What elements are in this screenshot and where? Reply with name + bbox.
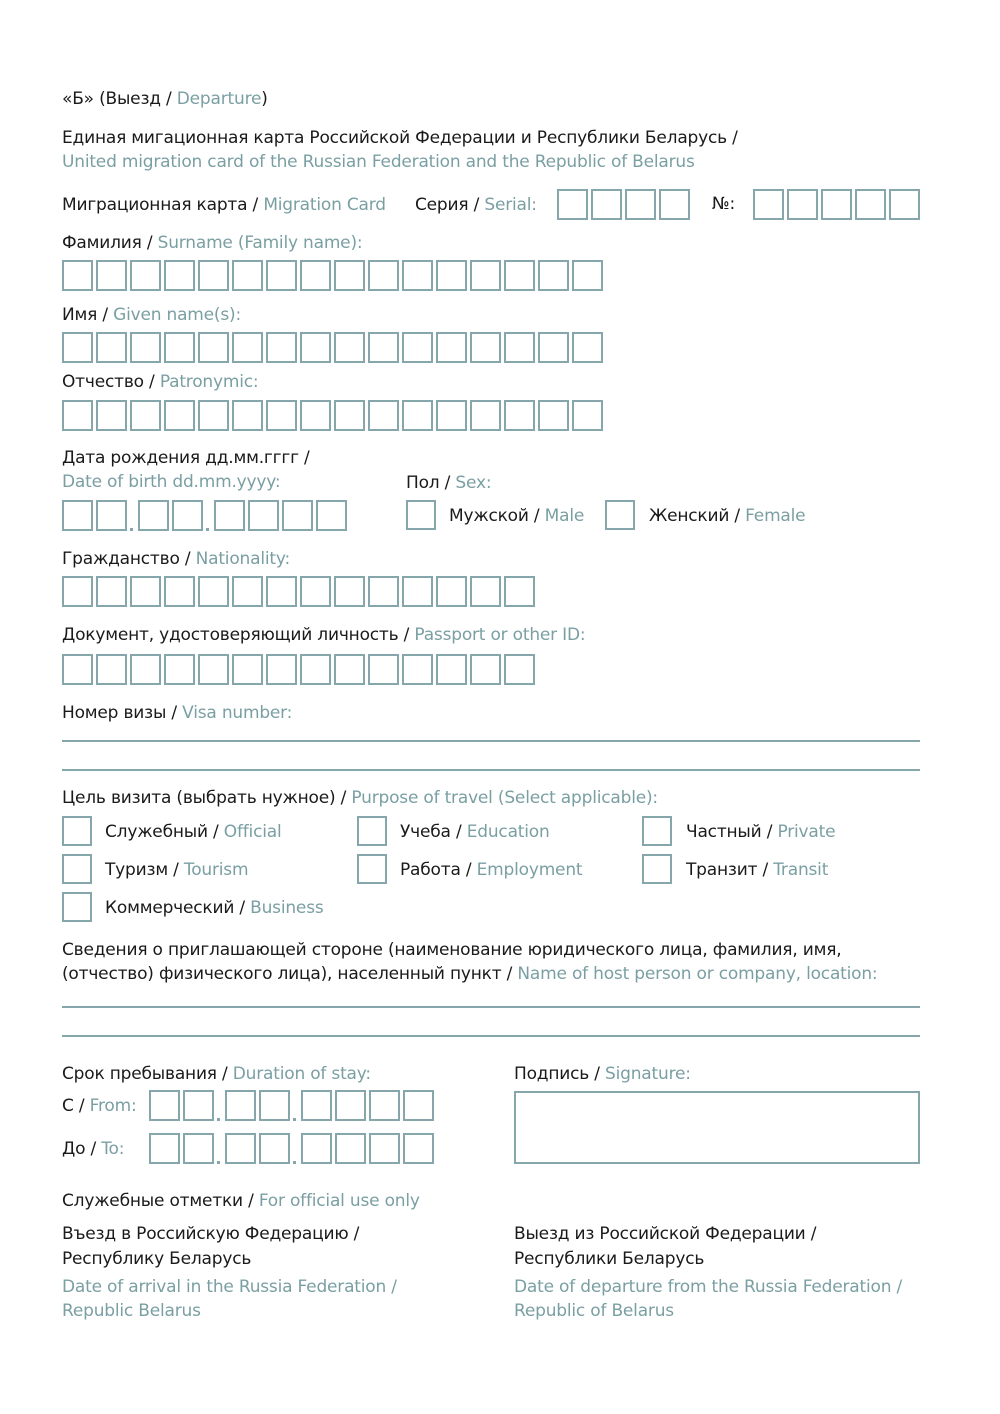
passport-box[interactable] <box>334 654 365 685</box>
label-en: Nationality: <box>195 549 290 569</box>
patronymic-box[interactable] <box>572 400 603 431</box>
sex-male-label <box>449 504 584 528</box>
label-en: Given name(s): <box>113 305 241 325</box>
label-ru: Туризм / <box>105 860 179 880</box>
purpose-label <box>62 786 658 810</box>
label-en: Migration Card <box>263 195 386 215</box>
passport-box[interactable] <box>96 654 127 685</box>
patronymic-box[interactable] <box>368 400 399 431</box>
patronymic-box[interactable] <box>130 400 161 431</box>
label-ru: Женский / <box>649 506 740 526</box>
passport-box[interactable] <box>62 654 93 685</box>
purpose-business-label <box>105 896 324 920</box>
label-en: Passport or other ID: <box>414 625 586 645</box>
date-separator <box>216 1133 222 1164</box>
patronymic-box[interactable] <box>164 400 195 431</box>
surname-box[interactable] <box>368 260 399 291</box>
label-ru: Имя / <box>62 305 108 325</box>
stay-to-box[interactable] <box>301 1133 332 1164</box>
label-ru: Цель визита (выбрать нужное) / <box>62 788 347 808</box>
label-en: Private <box>777 822 836 842</box>
label-en: Purpose of travel (Select applicable): <box>351 788 658 808</box>
nationality-label <box>62 547 290 571</box>
stay-to-box[interactable] <box>225 1133 256 1164</box>
departure-en-1: Date of departure from the Russia Federation / <box>514 1277 903 1297</box>
surname-box[interactable] <box>504 260 535 291</box>
dob-month-box[interactable] <box>172 500 203 531</box>
date-separator <box>205 500 211 531</box>
patronymic-label <box>62 370 258 394</box>
passport-box[interactable] <box>266 654 297 685</box>
host-label-line2 <box>62 962 877 986</box>
passport-input[interactable] <box>62 654 538 685</box>
nationality-box[interactable] <box>436 576 467 607</box>
patronymic-box[interactable] <box>300 400 331 431</box>
surname-box[interactable] <box>436 260 467 291</box>
given-name-label <box>62 303 241 327</box>
date-separator <box>129 500 135 531</box>
label-ru: Срок пребывания / <box>62 1064 228 1084</box>
purpose-transit-checkbox[interactable] <box>642 854 672 884</box>
nationality-input[interactable] <box>62 576 538 607</box>
stay-from-box[interactable] <box>183 1090 214 1121</box>
purpose-education-label <box>400 820 550 844</box>
number-label: №: <box>712 194 736 214</box>
migration-card-label <box>62 193 386 217</box>
label-ru: Работа / <box>400 860 472 880</box>
label-ru: С / <box>62 1096 85 1116</box>
label-en: To: <box>101 1139 125 1159</box>
label-ru: Мужской / <box>449 506 540 526</box>
dob-day-box[interactable] <box>96 500 127 531</box>
dob-year-box[interactable] <box>282 500 313 531</box>
number-input[interactable] <box>753 189 923 220</box>
card-variant <box>62 87 268 111</box>
given-name-box[interactable] <box>164 332 195 363</box>
patronymic-box[interactable] <box>436 400 467 431</box>
title-ru: Единая мигационная карта Российской Федерации и Республики Беларусь / <box>62 128 738 148</box>
surname-input[interactable] <box>62 260 606 291</box>
variant-prefix: «Б» (Выезд / <box>62 89 177 109</box>
surname-box[interactable] <box>402 260 433 291</box>
label-en: Signature: <box>605 1064 691 1084</box>
number-box[interactable] <box>889 189 920 220</box>
host-input-line-2[interactable] <box>62 1035 920 1037</box>
patronymic-box[interactable] <box>232 400 263 431</box>
label-en: Transit <box>773 860 829 880</box>
passport-box[interactable] <box>232 654 263 685</box>
number-box[interactable] <box>787 189 818 220</box>
label-ru: Фамилия / <box>62 233 153 253</box>
given-name-input[interactable] <box>62 332 606 363</box>
purpose-education-checkbox[interactable] <box>357 816 387 846</box>
given-name-box[interactable] <box>232 332 263 363</box>
host-input-line-1[interactable] <box>62 1006 920 1008</box>
label-en: Male <box>544 506 585 526</box>
given-name-box[interactable] <box>334 332 365 363</box>
passport-box[interactable] <box>164 654 195 685</box>
given-name-box[interactable] <box>198 332 229 363</box>
passport-box[interactable] <box>198 654 229 685</box>
given-name-box[interactable] <box>96 332 127 363</box>
patronymic-box[interactable] <box>470 400 501 431</box>
nationality-box[interactable] <box>504 576 535 607</box>
given-name-box[interactable] <box>300 332 331 363</box>
dob-year-box[interactable] <box>214 500 245 531</box>
passport-label <box>62 623 585 647</box>
label-ru: (отчество) физического лица), населенный пункт / <box>62 964 513 984</box>
stay-from-label <box>62 1094 136 1118</box>
visa-input-line-2[interactable] <box>62 769 920 771</box>
label-ru: Служебные отметки / <box>62 1191 254 1211</box>
label-ru: Пол / <box>406 473 451 493</box>
purpose-business-checkbox[interactable] <box>62 892 92 922</box>
title-en: United migration card of the Russian Federation and the Republic of Belarus <box>62 152 695 172</box>
label-en: Serial: <box>484 195 537 215</box>
serial-box[interactable] <box>625 189 656 220</box>
visa-label <box>62 701 292 725</box>
label-ru: Коммерческий / <box>105 898 245 918</box>
patronymic-box[interactable] <box>504 400 535 431</box>
label-en: Female <box>745 506 806 526</box>
patronymic-input[interactable] <box>62 400 606 431</box>
arrival-en-2: Republic Belarus <box>62 1301 201 1321</box>
surname-box[interactable] <box>232 260 263 291</box>
arrival-en-1: Date of arrival in the Russia Federation / <box>62 1277 397 1297</box>
departure-ru-2: Республики Беларусь <box>514 1249 705 1269</box>
label-en: From: <box>89 1096 137 1116</box>
patronymic-box[interactable] <box>62 400 93 431</box>
given-name-box[interactable] <box>572 332 603 363</box>
date-separator <box>292 1133 298 1164</box>
purpose-private-checkbox[interactable] <box>642 816 672 846</box>
label-ru: Подпись / <box>514 1064 600 1084</box>
surname-box[interactable] <box>164 260 195 291</box>
dob-month-box[interactable] <box>138 500 169 531</box>
serial-box[interactable] <box>591 189 622 220</box>
signature-label <box>514 1062 691 1086</box>
sex-male-checkbox[interactable] <box>406 500 436 530</box>
given-name-box[interactable] <box>266 332 297 363</box>
nationality-box[interactable] <box>470 576 501 607</box>
purpose-transit-label <box>686 858 828 882</box>
label-ru: Гражданство / <box>62 549 191 569</box>
given-name-box[interactable] <box>504 332 535 363</box>
nationality-box[interactable] <box>62 576 93 607</box>
serial-box[interactable] <box>659 189 690 220</box>
purpose-official-label <box>105 820 281 844</box>
label-en: Duration of stay: <box>232 1064 371 1084</box>
surname-box[interactable] <box>198 260 229 291</box>
purpose-employment-label <box>400 858 582 882</box>
label-ru: Учеба / <box>400 822 462 842</box>
serial-label <box>415 193 537 217</box>
serial-box[interactable] <box>557 189 588 220</box>
arrival-ru-1: Въезд в Российскую Федерацию / <box>62 1224 360 1244</box>
label-en: Business <box>250 898 324 918</box>
sex-female-checkbox[interactable] <box>605 500 635 530</box>
dob-year-box[interactable] <box>316 500 347 531</box>
stay-from-box[interactable] <box>259 1090 290 1121</box>
stay-from-box[interactable] <box>369 1090 400 1121</box>
stay-to-input[interactable] <box>149 1133 437 1164</box>
nationality-box[interactable] <box>198 576 229 607</box>
given-name-box[interactable] <box>62 332 93 363</box>
patronymic-box[interactable] <box>334 400 365 431</box>
number-box[interactable] <box>753 189 784 220</box>
signature-field[interactable] <box>514 1091 920 1164</box>
patronymic-box[interactable] <box>266 400 297 431</box>
passport-box[interactable] <box>402 654 433 685</box>
label-en: Surname (Family name): <box>157 233 363 253</box>
variant-en: Departure <box>176 89 262 109</box>
label-en: Visa number: <box>182 703 293 723</box>
date-separator <box>292 1090 298 1121</box>
label-en: Employment <box>476 860 583 880</box>
surname-box[interactable] <box>300 260 331 291</box>
label-ru: Частный / <box>686 822 773 842</box>
nationality-box[interactable] <box>368 576 399 607</box>
purpose-official-checkbox[interactable] <box>62 816 92 846</box>
given-name-box[interactable] <box>130 332 161 363</box>
given-name-box[interactable] <box>402 332 433 363</box>
label-ru: Транзит / <box>686 860 769 880</box>
label-ru: Документ, удостоверяющий личность / <box>62 625 410 645</box>
dob-input[interactable] <box>62 500 350 531</box>
given-name-box[interactable] <box>470 332 501 363</box>
surname-box[interactable] <box>538 260 569 291</box>
nationality-box[interactable] <box>96 576 127 607</box>
patronymic-box[interactable] <box>96 400 127 431</box>
number-box[interactable] <box>855 189 886 220</box>
sex-female-label <box>649 504 805 528</box>
purpose-tourism-checkbox[interactable] <box>62 854 92 884</box>
label-en: Education <box>466 822 550 842</box>
dob-day-box[interactable] <box>62 500 93 531</box>
sex-label <box>406 471 491 495</box>
label-en: For official use only <box>258 1191 420 1211</box>
stay-to-box[interactable] <box>183 1133 214 1164</box>
surname-box[interactable] <box>130 260 161 291</box>
nationality-box[interactable] <box>232 576 263 607</box>
label-ru: До / <box>62 1139 97 1159</box>
arrival-ru-2: Республику Беларусь <box>62 1249 252 1269</box>
surname-box[interactable] <box>96 260 127 291</box>
stay-to-box[interactable] <box>403 1133 434 1164</box>
nationality-box[interactable] <box>266 576 297 607</box>
stay-from-box[interactable] <box>403 1090 434 1121</box>
patronymic-box[interactable] <box>402 400 433 431</box>
variant-suffix: ) <box>261 89 268 109</box>
label-ru: Номер визы / <box>62 703 177 723</box>
official-use-label <box>62 1189 420 1213</box>
passport-box[interactable] <box>504 654 535 685</box>
stay-to-box[interactable] <box>369 1133 400 1164</box>
surname-box[interactable] <box>266 260 297 291</box>
patronymic-box[interactable] <box>538 400 569 431</box>
label-ru: Миграционная карта / <box>62 195 259 215</box>
label-en: Name of host person or company, location: <box>517 964 878 984</box>
departure-ru-1: Выезд из Российской Федерации / <box>514 1224 817 1244</box>
stay-to-box[interactable] <box>259 1133 290 1164</box>
surname-box[interactable] <box>470 260 501 291</box>
nationality-box[interactable] <box>334 576 365 607</box>
nationality-box[interactable] <box>130 576 161 607</box>
visa-input-line-1[interactable] <box>62 740 920 742</box>
passport-box[interactable] <box>436 654 467 685</box>
label-en: Patronymic: <box>159 372 259 392</box>
stay-from-input[interactable] <box>149 1090 437 1121</box>
label-ru: Служебный / <box>105 822 219 842</box>
date-separator <box>216 1090 222 1121</box>
surname-label <box>62 231 362 255</box>
surname-box[interactable] <box>62 260 93 291</box>
purpose-private-label <box>686 820 835 844</box>
departure-en-2: Republic of Belarus <box>514 1301 674 1321</box>
nationality-box[interactable] <box>300 576 331 607</box>
stay-to-box[interactable] <box>149 1133 180 1164</box>
nationality-box[interactable] <box>402 576 433 607</box>
nationality-box[interactable] <box>164 576 195 607</box>
passport-box[interactable] <box>368 654 399 685</box>
given-name-box[interactable] <box>538 332 569 363</box>
passport-box[interactable] <box>300 654 331 685</box>
host-label-line1: Сведения о приглашающей стороне (наименование юридического лица, фамилия, имя, <box>62 940 842 960</box>
number-box[interactable] <box>821 189 852 220</box>
dob-year-box[interactable] <box>248 500 279 531</box>
stay-from-box[interactable] <box>301 1090 332 1121</box>
label-en: Sex: <box>455 473 492 493</box>
stay-from-box[interactable] <box>225 1090 256 1121</box>
given-name-box[interactable] <box>368 332 399 363</box>
stay-label <box>62 1062 371 1086</box>
patronymic-box[interactable] <box>198 400 229 431</box>
label-en: Tourism <box>183 860 249 880</box>
surname-box[interactable] <box>334 260 365 291</box>
serial-input[interactable] <box>557 189 693 220</box>
surname-box[interactable] <box>572 260 603 291</box>
passport-box[interactable] <box>470 654 501 685</box>
stay-from-box[interactable] <box>149 1090 180 1121</box>
stay-to-label <box>62 1137 124 1161</box>
dob-label-en: Date of birth dd.mm.yyyy: <box>62 472 281 492</box>
purpose-tourism-label <box>105 858 248 882</box>
label-en: Official <box>223 822 282 842</box>
label-ru: Отчество / <box>62 372 155 392</box>
purpose-employment-checkbox[interactable] <box>357 854 387 884</box>
stay-from-box[interactable] <box>335 1090 366 1121</box>
stay-to-box[interactable] <box>335 1133 366 1164</box>
label-ru: Серия / <box>415 195 480 215</box>
given-name-box[interactable] <box>436 332 467 363</box>
passport-box[interactable] <box>130 654 161 685</box>
dob-label-ru: Дата рождения дд.мм.гггг / <box>62 448 310 468</box>
